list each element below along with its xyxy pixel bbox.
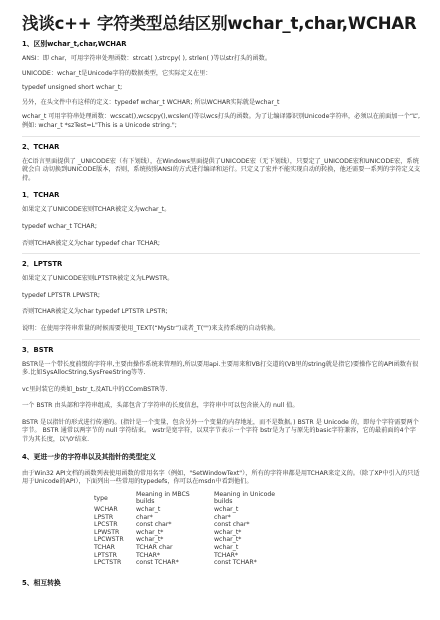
table-row (94, 521, 298, 529)
table-row (94, 536, 298, 544)
table-cell: wchar_t* (136, 536, 164, 544)
table-cell: wchar_t (214, 506, 239, 514)
document-body (22, 40, 422, 588)
divider (22, 339, 420, 340)
paragraph: 说明：在使用字符串常量的时候需要使用_TEXT(“MyStr”)或者_T("")来支持系统的自动转换。 (22, 324, 280, 332)
typedef-table (94, 491, 298, 567)
table-cell: LPWSTR (94, 528, 120, 536)
table-cell: wchar_t* (214, 536, 242, 544)
table-cell: const char* (214, 521, 250, 529)
table-cell: char* (214, 513, 231, 521)
table-cell: LPCWSTR (94, 536, 124, 544)
paragraph: BSTR是一个带长度前缀的字符串,主要由操作系统来管理的,所以要用api.主要用来和VB打交道的(VB里的string就是指它)要操作它的API函数有很多.比如SysAllocString,SysFreeString等等. (22, 360, 419, 377)
paragraph: 另外，在头文件中有这样的定义：typedef wchar_t WCHAR; 所以WCHAR实际就是wchar_t (22, 98, 280, 106)
section-heading: 1、区别wchar_t,char,WCHAR (22, 40, 127, 48)
table-cell: wchar_t (136, 506, 161, 514)
table-cell: wchar_t* (214, 528, 242, 536)
table-cell: WCHAR (94, 506, 118, 514)
paragraph: 否则TCHAR被定义为char typedef char TCHAR; (22, 239, 161, 247)
table-row (94, 514, 298, 522)
table-cell: char* (136, 513, 153, 521)
divider (22, 136, 420, 137)
table-cell: TCHAR* (136, 551, 161, 559)
page-title: 浅谈c++ 字符类型总结区别wchar_t,char,WCHAR (22, 14, 417, 33)
table-cell: LPCSTR (94, 521, 118, 529)
code-line: typedef unsigned short wchar_t; (22, 84, 123, 92)
section-heading: 2、TCHAR (22, 142, 60, 151)
code-line: typedef wchar_t TCHAR; (22, 222, 97, 230)
paragraph: 一个 BSTR 由头部和字符串组成，头部包含了字符串的长度信息，字符串中可以包含嵌入的 null 值。 (22, 402, 299, 410)
table-cell: wchar_t (214, 544, 239, 551)
table-header-row (94, 491, 298, 506)
table-header-cell: Meaning in MBCS builds (136, 490, 190, 506)
table-row (94, 506, 298, 514)
table-cell: const char* (136, 521, 172, 529)
section-heading: 4、更进一步的字符串以及其指针的类型定义 (22, 452, 156, 461)
paragraph: 如果定义了UNICODE宏则TCHAR被定义为wchar_t。 (22, 206, 171, 214)
section-heading: 5、相互转换 (22, 578, 61, 587)
table-cell: LPSTR (94, 513, 114, 521)
paragraph: wchar_t 可用字符串处理函数：wcscat(),wcscpy(),wcslen()等以wcs打头的函数。为了让编译器识别Unicode字符串，必须以在前面加一个“L”,例如: wchar_t *szTest=L"This is a Unicode string."; (22, 113, 421, 129)
section-heading: 1．TCHAR (22, 191, 60, 200)
paragraph: 在C语言里面提供了 _UNICODE宏（有下划线），在Windows里面提供了UNICODE宏（无下划线），只要定了_UNICODE宏和UNICODE宏，系统就会自 动切换到UNICODE版本，否则，系统按照ANSI的方式进行编译和运行。只定义了宏并不能实现自动的转换，他还需要一系列的字符定义支持。 (22, 157, 421, 182)
table-row (94, 559, 298, 567)
paragraph: 如果定义了UNICODE宏则LPTSTR被定义为LPWSTR。 (22, 275, 174, 283)
paragraph: ANSI：即 char，可用字符串处理函数：strcat( ),strcpy( ), strlen( )等以str打头的函数。 (22, 55, 272, 62)
table-cell: TCHAR (94, 544, 115, 551)
paragraph: vc里封装它的类如_bstr_t,及ATL中的CComBSTR等. (22, 385, 168, 393)
divider (22, 253, 420, 254)
table-cell: LPCTSTR (94, 559, 122, 567)
table-cell: TCHAR char (136, 544, 173, 551)
paragraph: UNICODE：wchar_t是Unicode字符的数据类型，它实际定义在里： (22, 69, 212, 77)
table-cell: const TCHAR* (214, 559, 257, 567)
table-cell: TCHAR* (214, 551, 239, 559)
table-row (94, 552, 298, 560)
paragraph: BSTR 是以指针的形式进行传递的。(指针是一个变量，包含另外一个变量的内存地址，而不是数据。) BSTR 是 Unicode 的，即每个字符需要两个字节。 BSTR 通常以两字节的 null 字符结束。 wstr是宽字符，以双字节表示一个字符 bstr是为了与原先的basic字符兼容，它的最前面的4个字节为其长度，以'\0'结束. (22, 418, 419, 444)
table-cell: wchar_t* (136, 528, 164, 536)
table-header-cell: Meaning in Unicode builds (214, 490, 276, 506)
table-row (94, 529, 298, 537)
table-row (94, 544, 298, 552)
table-cell: LPTSTR (94, 551, 117, 559)
table-header-cell: type (94, 494, 108, 502)
paragraph: 否则TCHAR被定义为char typedef LPTSTR LPSTR; (22, 308, 168, 316)
section-heading: 3．BSTR (22, 345, 54, 354)
table-cell: const TCHAR* (136, 559, 179, 567)
code-line: typedef LPTSTR LPWSTR; (22, 291, 101, 299)
paragraph: 由于Win32 API文档的函数列表使用函数的常用名字（例如，"SetWindowText"），所有的字符串都是用TCHAR来定义的。（除了XP中引入的只适用于Unicode的API），下面列出一些常用的typedefs，你可以在msdn中看到他们。 (22, 469, 420, 486)
section-heading: 2．LPTSTR (22, 260, 63, 269)
